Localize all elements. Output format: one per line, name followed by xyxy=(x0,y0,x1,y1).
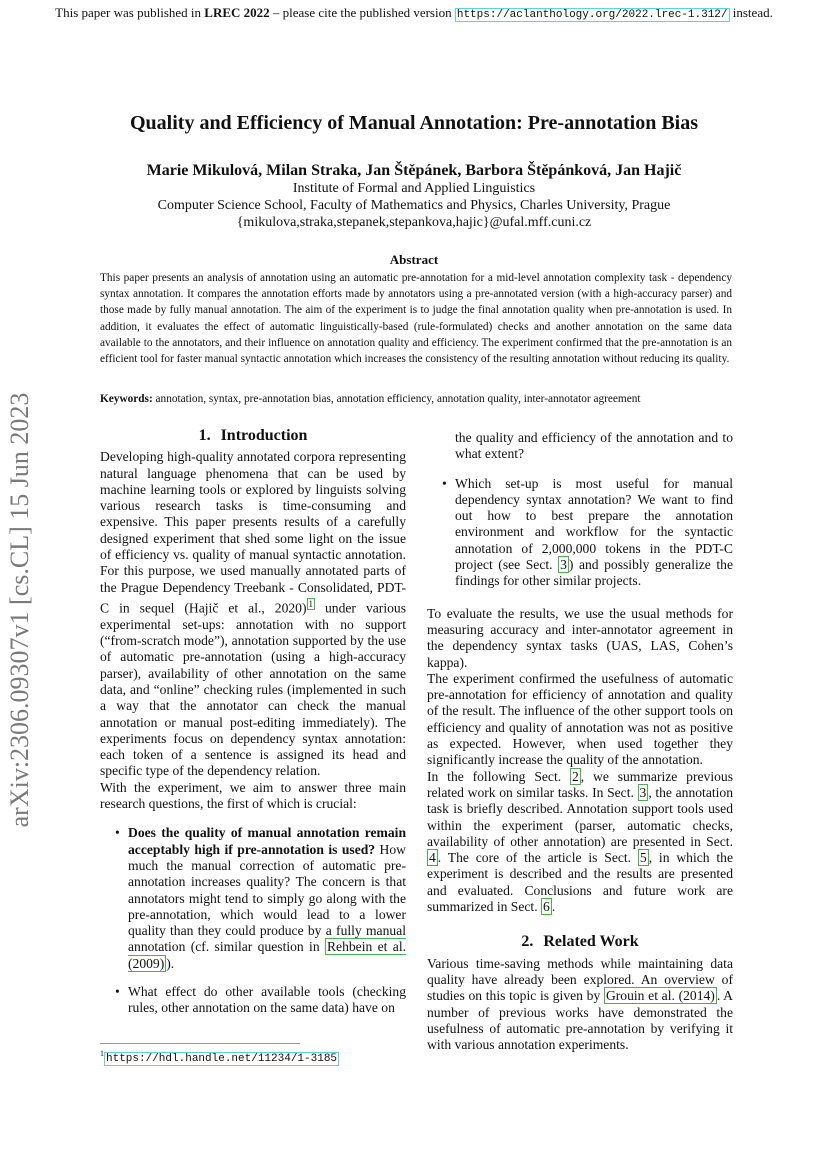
paragraph-text: Various time-saving methods while maintaining data quality have already been explored. An overview of studies on this topic is given by xyxy=(427,955,733,1004)
related-paragraph-1 xyxy=(427,956,733,1054)
notice-text-middle: – please cite the published version xyxy=(269,5,455,20)
author-emails: {mikulova,straka,stepanek,stepankova,hajic}@ufal.mff.cuni.cz xyxy=(236,215,592,230)
arxiv-identifier: arXiv:2306.09307v1 [cs.CL] 15 Jun 2023 xyxy=(5,392,34,828)
citation-link-rehbein[interactable]: Rehbein et al. (2009) xyxy=(128,939,406,971)
section-heading-introduction xyxy=(100,428,406,444)
section-link-3[interactable]: 3 xyxy=(560,557,567,573)
keywords-label: Keywords: xyxy=(100,393,153,405)
intro-paragraph-1 xyxy=(100,449,406,779)
section-link-4[interactable]: 4 xyxy=(429,850,436,866)
question-text-end: ). xyxy=(166,955,175,971)
left-column xyxy=(100,428,406,1017)
section-link-5[interactable]: 5 xyxy=(639,850,647,866)
paragraph-text: Developing high-quality annotated corpora representing natural language phenomena that can be used by machine learning tools or explored by linguists solving various research tasks is time-consuming and expensive. This paper presents results of a carefully designed experiment that shed some light on the issue of efficiency vs. quality of manual syntactic annotation. For this purpose, we used manually annotated parts of the Prague Dependency Treebank - Consolidated, PDT-C in sequel (Hajič et al., 2020) xyxy=(100,449,406,616)
section-title: Related Work xyxy=(543,933,639,951)
question-text-end: ) and possibly generalize the findings for other similar projects. xyxy=(455,557,733,589)
right-column xyxy=(427,430,733,1053)
research-questions-list-continued xyxy=(442,475,733,590)
notice-text-end: instead. xyxy=(729,5,773,20)
bullet-icon: • xyxy=(115,825,120,841)
keywords xyxy=(100,393,732,405)
bullet-icon: • xyxy=(115,984,120,1000)
question-text: Which set-up is most useful for manual dependency syntax annotation? We want to find out how to best prepare the annotation environment and workflow for the syntactic annotation of 2,000,000 tokens in the PDT-C project (see Sect. xyxy=(455,475,733,573)
citation-link-grouin[interactable]: Grouin et al. (2014) xyxy=(605,988,715,1004)
question-emphasis: Does the quality of manual annotation remain acceptably high if pre-annotation is used? xyxy=(128,825,406,857)
keywords-text: annotation, syntax, pre-annotation bias, annotation efficiency, annotation quality, inter-annotator agreement xyxy=(152,393,641,405)
footnote xyxy=(100,1049,339,1065)
bullet-icon: • xyxy=(442,475,447,491)
notice-text: This paper was published in xyxy=(55,5,205,20)
list-item xyxy=(115,825,406,972)
section-number: 1. xyxy=(198,427,211,444)
intro-paragraph-4: The experiment confirmed the usefulness of automatic pre-annotation for efficiency of annotation and quality of the result. The influence of the other support tools on efficiency and quality of annotation was not as positive as expected. However, when used together they significantly increase the quality of the annotation. xyxy=(427,670,733,768)
section-number: 2. xyxy=(521,933,534,951)
paragraph-text: . The core of the article is Sect. xyxy=(437,850,638,866)
footnote-url-link[interactable]: https://hdl.handle.net/11234/1-3185 xyxy=(106,1052,338,1065)
section-heading-related-work xyxy=(427,934,733,950)
footnote-divider xyxy=(100,1043,300,1044)
section-title: Introduction xyxy=(220,427,308,444)
section-link-6[interactable]: 6 xyxy=(543,899,550,915)
intro-paragraph-5 xyxy=(427,769,733,916)
paper-title: Quality and Efficiency of Manual Annotation: Pre-annotation Bias xyxy=(129,112,698,134)
affiliation-institute: Institute of Formal and Applied Linguistics xyxy=(292,181,536,196)
intro-paragraph-2: With the experiment, we aim to answer three main research questions, the first of which is crucial: xyxy=(100,779,406,812)
intro-paragraph-3: To evaluate the results, we use the usual methods for measuring accuracy and inter-annotator agreement in the dependency syntax tasks (UAS, LAS, Cohen’s kappa). xyxy=(427,605,733,670)
list-item xyxy=(115,984,406,1017)
list-item xyxy=(442,475,733,590)
published-version-link[interactable]: https://aclanthology.org/2022.lrec-1.312/ xyxy=(456,9,728,21)
research-questions-list xyxy=(115,825,406,1016)
paragraph-text: , the annotation task is briefly described. Annotation support tools used within the experiment (parser, automatic checks, availability of other annotation) are presented in Sect. xyxy=(427,784,733,849)
abstract-text: This paper presents an analysis of annotation using an automatic pre-annotation for a mid-level annotation complexity task - dependency syntax annotation. It compares the annotation efforts made by annotators using a pre-annotated version (with a high-accuracy parser) and those made by fully manual annotation. The aim of the experiment is to judge the final annotation quality when pre-annotation is used. In addition, it evaluates the effect of automatic linguistically-based (rule-formulated) checks and another annotation on the same data available to the annotators, and their influence on annotation quality and efficiency. The experiment confirmed that the pre-annotation is an efficient tool for faster manual syntactic annotation which increases the consistency of the resulting annotation without reducing its quality. xyxy=(100,272,732,366)
publication-notice xyxy=(0,5,828,21)
paragraph-text: In the following Sect. xyxy=(427,768,570,784)
question-text: What effect do other available tools (checking rules, other annotation on the same data) have on xyxy=(128,984,406,1016)
question-continuation: the quality and efficiency of the annotation and to what extent? xyxy=(455,430,733,462)
affiliation-school: Computer Science School, Faculty of Mathematics and Physics, Charles University, Prague xyxy=(157,198,671,213)
footnote-number: 1 xyxy=(100,1049,104,1058)
paragraph-text: . xyxy=(551,899,556,915)
abstract-heading: Abstract xyxy=(389,252,439,267)
notice-venue: LREC 2022 xyxy=(204,5,270,20)
section-link-2[interactable]: 2 xyxy=(571,768,579,784)
question-text: How much the manual correction of automatic pre-annotation increases quality? The concern is that annotators might tend to simply go along with the pre-annotation, which would lead to a lower quality than they could produce by a fully manual annotation (cf. similar question in xyxy=(128,841,406,955)
paragraph-text: . A number of previous works have demonstrated the usefulness of automatic pre-annotation by verifying it with various annotation experiments. xyxy=(427,988,733,1053)
author-list: Marie Mikulová, Milan Straka, Jan Štěpánek, Barbora Štěpánková, Jan Hajič xyxy=(146,162,682,179)
paragraph-text: , we summarize previous related work on similar tasks. In Sect. xyxy=(427,768,733,800)
footnote-marker-link[interactable]: 1 xyxy=(308,598,313,609)
paragraph-text: under various experimental set-ups: annotation with no support (“from-scratch mode”), annotation supported by the use of automatic pre-annotation (using a high-accuracy parser), availability of other annotation on the same data, and “online” checking rules (implemented in such a way that the annotator can check the manual annotation or manual post-editing immediately). The experiments focus on dependency syntax annotation: each token of a sentence is assigned its head and specific type of the dependency relation. xyxy=(100,600,406,779)
section-link-3[interactable]: 3 xyxy=(639,784,647,800)
paragraph-text: , in which the experiment is described and the results are presented and evaluated. Conclusions and future work are summarized in Sect. xyxy=(427,850,734,915)
